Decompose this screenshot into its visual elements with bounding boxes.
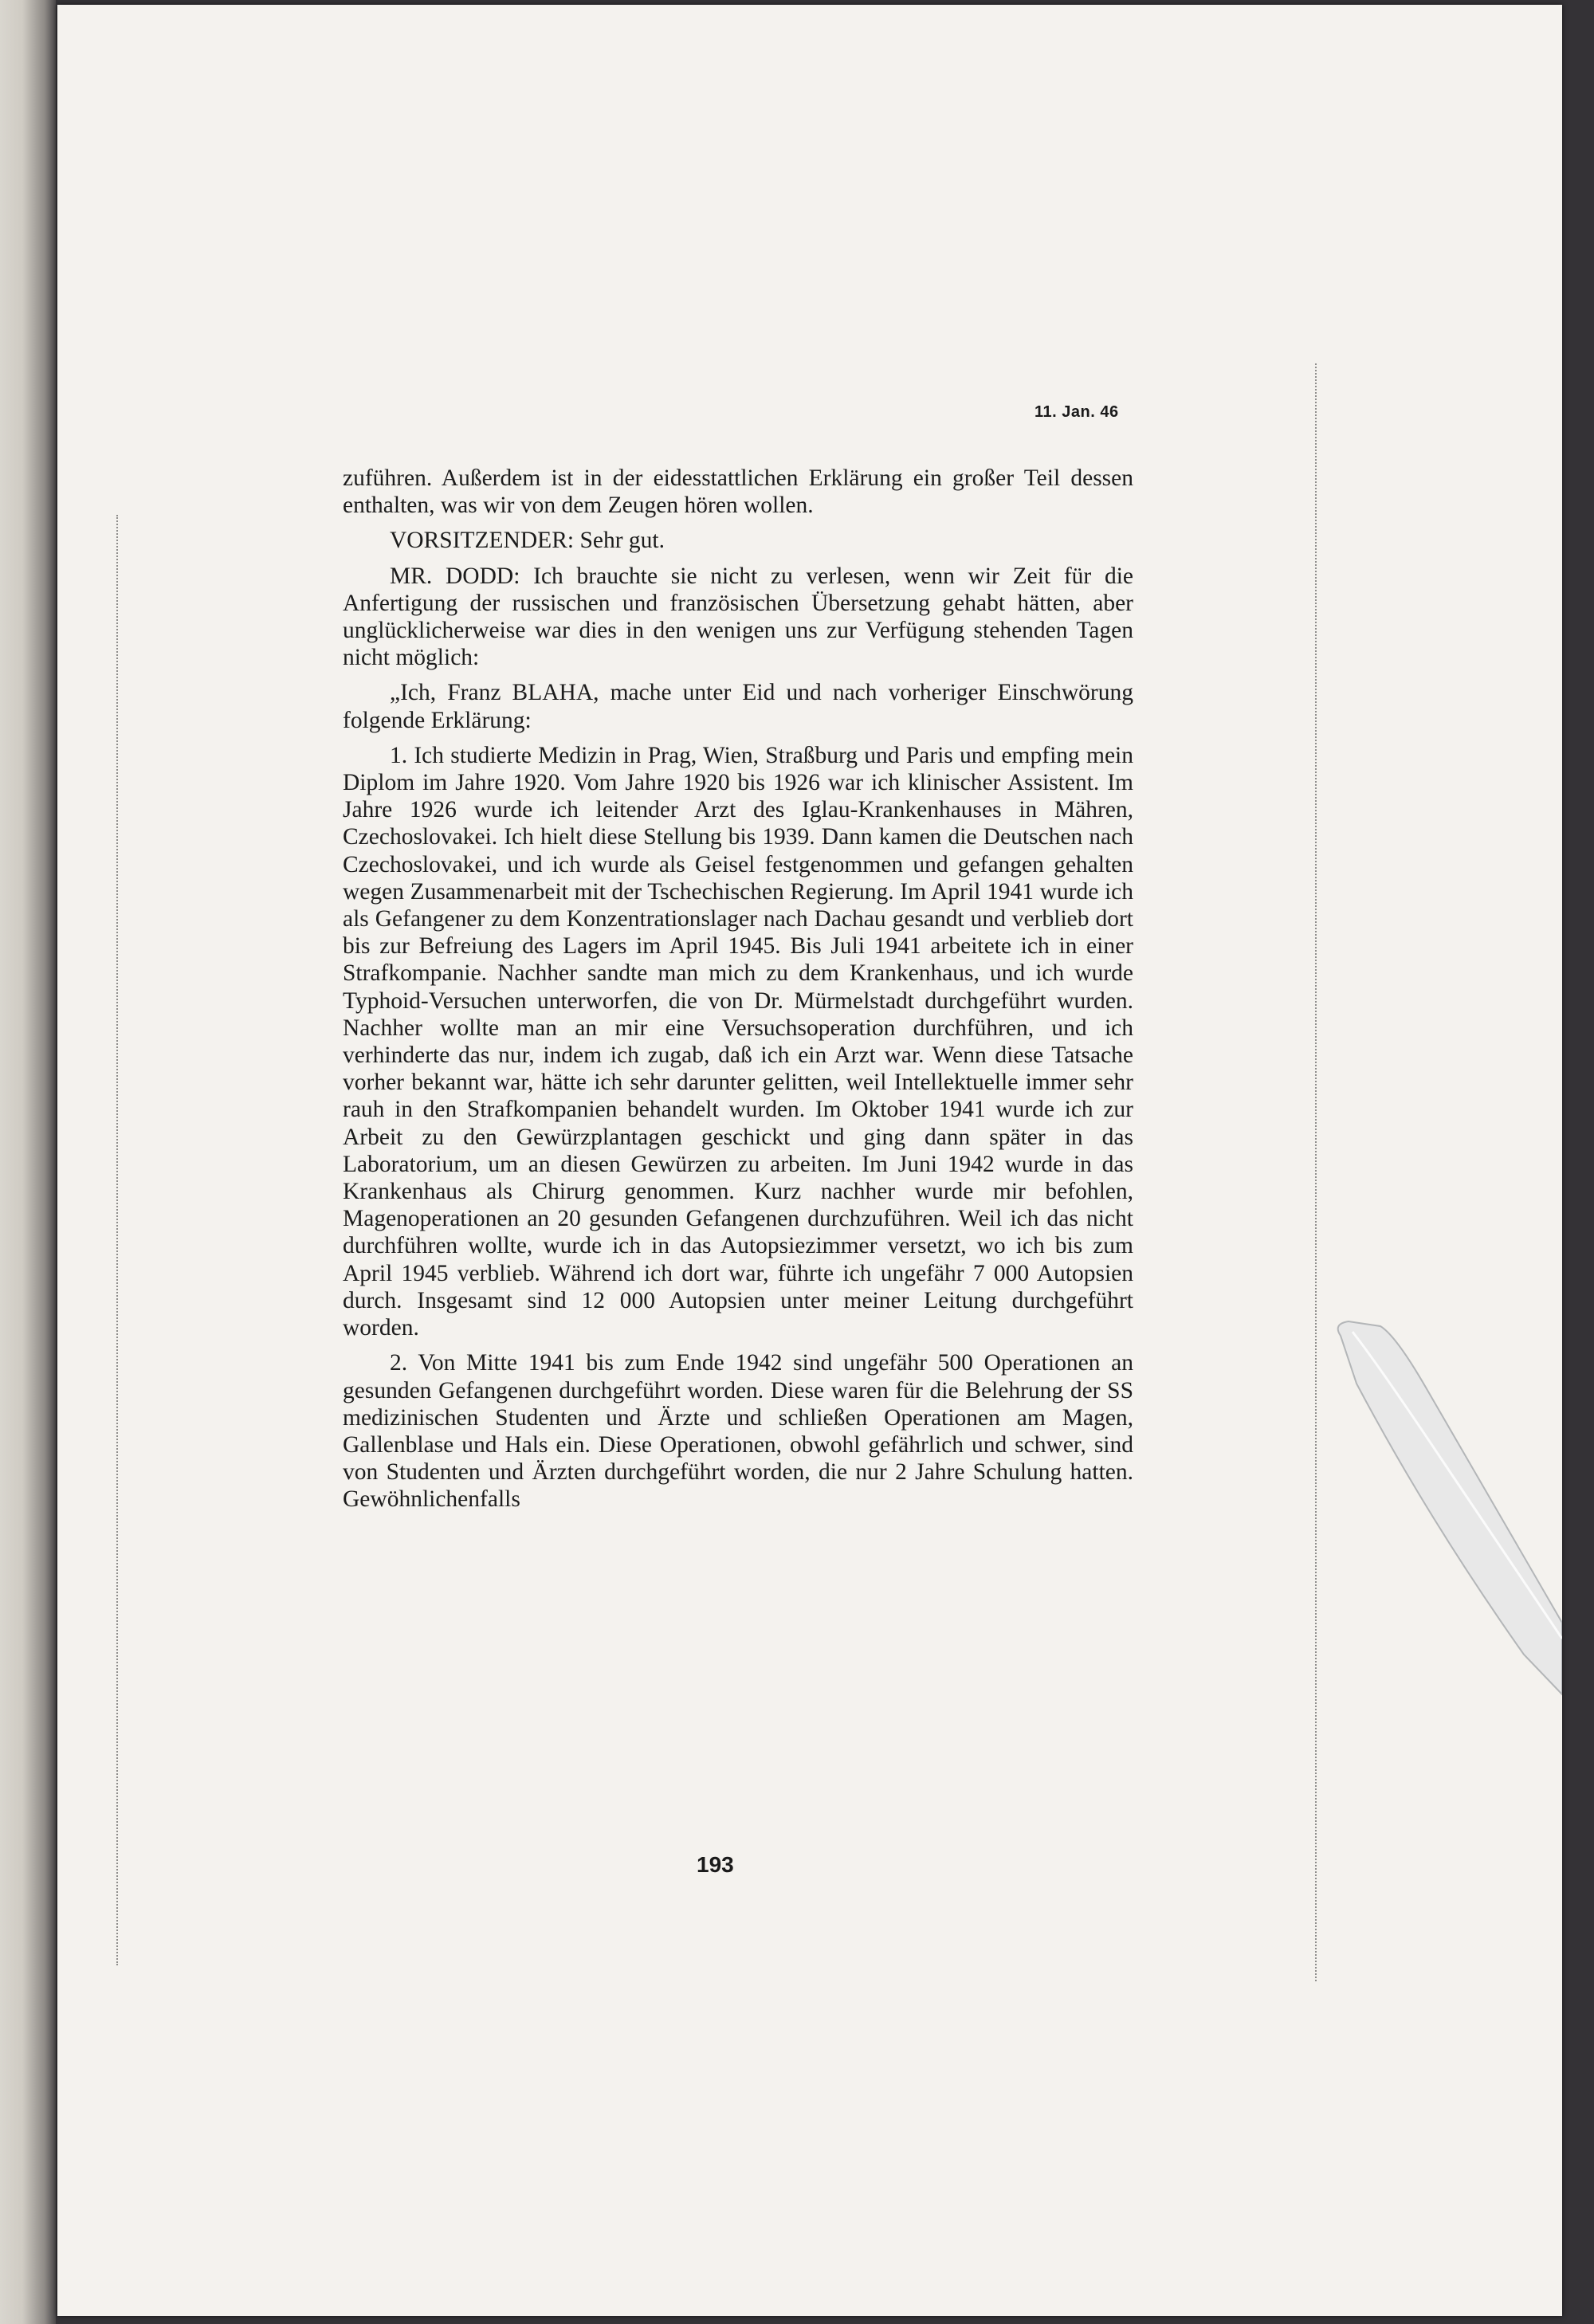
paragraph: „Ich, Franz BLAHA, mache unter Eid und nach vorheriger Einschwörung folgende Erklärung:	[343, 680, 1133, 733]
page-number: 193	[697, 1852, 734, 1877]
paragraph: 1. Ich studierte Medizin in Prag, Wien, Straßburg und Paris und empfing mein Diplom im Jahre 1920. Vom Jahre 1920 bis 1926 war ich klinischer Assistent. Im Jahre 1926 wurde ich leitender Arzt des Iglau-Krankenhauses in Mähren, Czechoslovakei. Ich hielt diese Stellung bis 1939. Dann kamen die Deutschen nach Czechoslovakei, und ich wurde als Geisel festgenommen und gefangen gehalten wegen Zusammenarbeit mit der Tschechischen Regierung. Im April 1941 wurde ich als Gefangener zu dem Konzentrationslager nach Dachau gesandt und verblieb dort bis zur Befreiung des Lagers im April 1945. Bis Juli 1941 arbeitete ich in einer Strafkompanie. Nachher sandte man mich zu dem Krankenhaus, und ich wurde Typhoid-Versuchen unterworfen, die von Dr. Mürmelstadt durchgeführt wurden. Nachher wollte man an mir eine Versuchsoperation durchführen, und ich verhinderte das nur, indem ich zugab, daß ich ein Arzt war. Wenn diese Tatsache vorher bekannt war, hätte ich sehr darunter gelitten, weil Intellektuelle immer sehr rauh in den Strafkompanien behandelt wurden. Im Oktober 1941 wurde ich zur Arbeit zu den Gewürzplantagen geschickt und ging dann später in das Laboratorium, um an diesen Gewürzen zu arbeiten. Im Juni 1942 wurde in das Krankenhaus als Chirurg genommen. Kurz nachher wurde mir befohlen, Magenoperationen an 20 gesunden Gefangenen durchzuführen. Weil ich das nicht durchführen wollte, wurde ich in das Autopsiezimmer versetzt, wo ich bis zum April 1945 verblieb. Während ich dort war, führte ich ungefähr 7 000 Autopsien durch. Insgesamt sind 12 000 Autopsien unter meiner Leitung durchgeführt worden.	[343, 742, 1133, 1341]
right-margin-dots	[1315, 363, 1317, 1981]
paragraph: zuführen. Außerdem ist in der eidesstattlichen Erklärung ein großer Teil dessen enthalten, was wir von dem Zeugen hören wollen.	[343, 465, 1133, 519]
paragraph: VORSITZENDER: Sehr gut.	[390, 528, 665, 554]
left-margin-dots	[116, 515, 118, 1965]
paragraph: MR. DODD: Ich brauchte sie nicht zu verlesen, wenn wir Zeit für die Anfertigung der russischen und französischen Übersetzung gehabt hätten, aber unglücklicherweise war dies in den wenigen uns zur Verfügung stehenden Tagen nicht möglich:	[343, 563, 1133, 671]
paragraph: 2. Von Mitte 1941 bis zum Ende 1942 sind ungefähr 500 Operationen an gesunden Gefangenen durchgeführt worden. Diese waren für die Belehrung der SS medizinischen Studenten und Ärzte und schließen Operationen am Magen, Gallenblase und Hals ein. Diese Operationen, obwohl gefährlich und schwer, sind von Studenten und Ärzten durchgeführt worden, die nur 2 Jahre Schulung hatten. Gewöhnlichenfalls	[343, 1350, 1133, 1513]
page-header-date: 11. Jan. 46	[1035, 403, 1119, 421]
transparent-strip-artifact	[1333, 1320, 1562, 1702]
adjacent-page-edge	[0, 0, 56, 2324]
body-text	[343, 465, 1133, 1521]
